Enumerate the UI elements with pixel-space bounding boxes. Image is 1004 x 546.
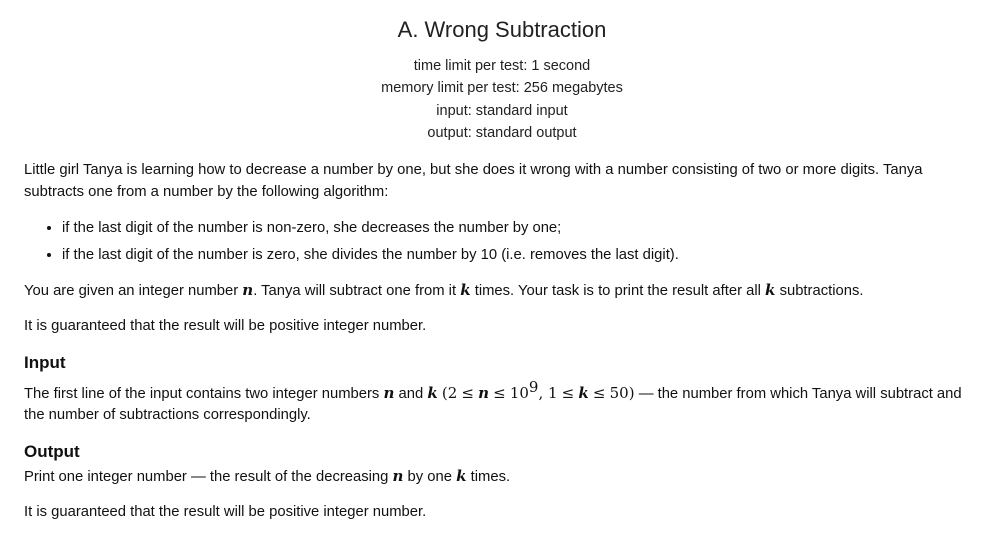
task-text-3: times. Your task is to print the result after all <box>470 282 761 299</box>
variable-k: k <box>460 280 471 299</box>
statement-task <box>24 280 980 302</box>
problem-page <box>0 16 1004 524</box>
statement-intro: Little girl Tanya is learning how to decrease a number by one, but she does it wrong with a number consisting of two or more digits. Tanya subtracts one from a number by the following algorithm: <box>24 162 923 200</box>
le-sign: ≤ <box>461 383 474 402</box>
variable-n-2: n <box>478 383 489 402</box>
constraints <box>441 377 635 402</box>
statement-guarantee: It is guaranteed that the result will be positive integer number. <box>24 318 427 335</box>
output-text-3: times. <box>470 468 511 485</box>
le-sign: ≤ <box>561 383 575 402</box>
constraint-comma: , 1 <box>538 383 558 402</box>
input-text-3: — the number from which Tanya will subtract and the number of subtractions correspondingly. <box>24 385 962 424</box>
algorithm-list <box>24 217 980 265</box>
input-text-2: and <box>398 385 424 402</box>
power-exponent: 9 <box>528 377 539 396</box>
input-source: input: standard input <box>436 102 568 119</box>
variable-n: n <box>383 383 395 402</box>
output-heading: Output <box>24 441 80 461</box>
output-description <box>24 466 980 488</box>
variable-n: n <box>242 280 254 299</box>
variable-n: n <box>392 466 404 485</box>
time-limit: time limit per test: 1 second <box>413 57 591 74</box>
output-text-2: by one <box>407 468 452 485</box>
input-text-1: The first line of the input contains two integer numbers <box>24 385 380 402</box>
task-text-4: subtractions. <box>775 282 864 299</box>
le-sign: ≤ <box>493 383 506 402</box>
constraint-open: (2 <box>441 383 458 402</box>
list-item: • if the last digit of the number is non-zero, she decreases the number by one; <box>62 217 980 239</box>
input-heading: Input <box>24 352 66 372</box>
problem-statement <box>24 160 980 523</box>
variable-k-2: k <box>765 280 776 299</box>
task-text-2: . Tanya will subtract one from it <box>253 282 457 299</box>
variable-k-2: k <box>578 383 589 402</box>
list-item: • if the last digit of the number is zero, she divides the number by 10 (i.e. removes the last digit). <box>62 244 980 266</box>
page-title: A. Wrong Subtraction <box>397 17 607 42</box>
variable-k: k <box>456 466 467 485</box>
input-description <box>24 377 980 427</box>
output-text-1: Print one integer number — the result of the decreasing <box>24 468 389 485</box>
variable-k: k <box>427 383 438 402</box>
memory-limit: memory limit per test: 256 megabytes <box>381 80 623 97</box>
le-sign: ≤ <box>592 383 606 402</box>
power-base: 10 <box>509 383 529 402</box>
problem-limits <box>24 55 980 145</box>
output-guarantee: It is guaranteed that the result will be positive integer number. <box>24 504 427 521</box>
limit-k: 50) <box>609 383 635 402</box>
output-source: output: standard output <box>427 125 577 141</box>
task-text-1: You are given an integer number <box>24 282 239 299</box>
